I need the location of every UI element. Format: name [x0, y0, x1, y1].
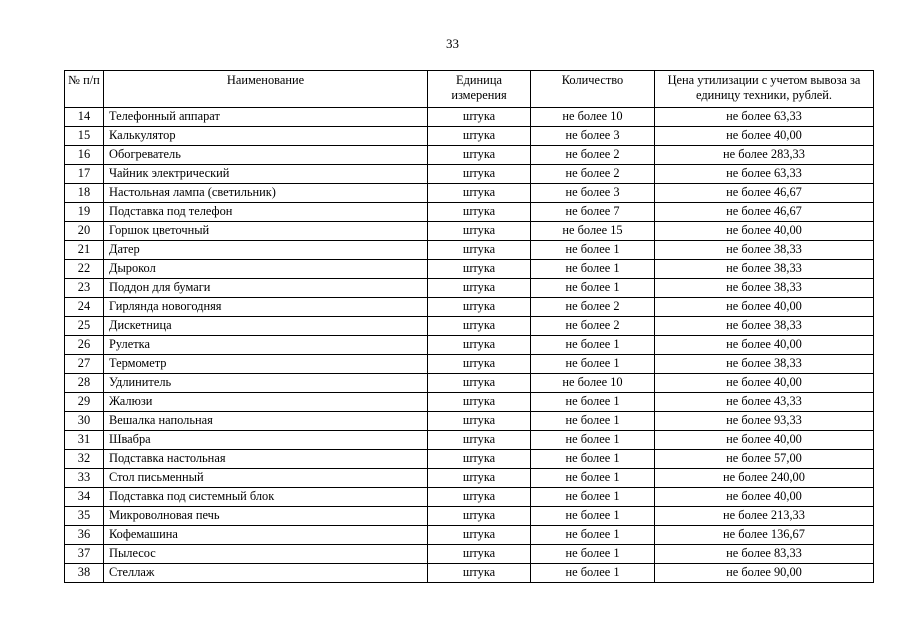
- quantity-cell: не более 1: [531, 545, 655, 564]
- row-number: 28: [65, 374, 104, 393]
- item-name: Поддон для бумаги: [104, 279, 428, 298]
- item-name: Жалюзи: [104, 393, 428, 412]
- table-row: [65, 298, 874, 317]
- unit-cell: штука: [428, 127, 531, 146]
- unit-cell: штука: [428, 260, 531, 279]
- item-name: Подставка настольная: [104, 450, 428, 469]
- unit-cell: штука: [428, 374, 531, 393]
- price-cell: не более 38,33: [655, 355, 874, 374]
- unit-cell: штука: [428, 184, 531, 203]
- table-header: [65, 71, 874, 108]
- row-number: 15: [65, 127, 104, 146]
- table-row: [65, 412, 874, 431]
- row-number: 17: [65, 165, 104, 184]
- table-row: [65, 241, 874, 260]
- row-number: 22: [65, 260, 104, 279]
- row-number: 19: [65, 203, 104, 222]
- table-row: [65, 317, 874, 336]
- header-number: № п/п: [65, 71, 104, 108]
- quantity-cell: не более 1: [531, 431, 655, 450]
- quantity-cell: не более 1: [531, 488, 655, 507]
- item-name: Рулетка: [104, 336, 428, 355]
- price-cell: не более 90,00: [655, 564, 874, 583]
- price-cell: не более 40,00: [655, 488, 874, 507]
- price-cell: не более 213,33: [655, 507, 874, 526]
- header-price: Цена утилизации с учетом вывоза за единицу техники, рублей.: [655, 71, 874, 108]
- unit-cell: штука: [428, 241, 531, 260]
- row-number: 36: [65, 526, 104, 545]
- row-number: 35: [65, 507, 104, 526]
- price-cell: не более 43,33: [655, 393, 874, 412]
- unit-cell: штука: [428, 431, 531, 450]
- row-number: 30: [65, 412, 104, 431]
- unit-cell: штука: [428, 393, 531, 412]
- item-name: Микроволновая печь: [104, 507, 428, 526]
- table-row: [65, 488, 874, 507]
- quantity-cell: не более 1: [531, 260, 655, 279]
- price-cell: не более 38,33: [655, 279, 874, 298]
- item-name: Настольная лампа (светильник): [104, 184, 428, 203]
- unit-cell: штука: [428, 488, 531, 507]
- table-row: [65, 526, 874, 545]
- quantity-cell: не более 2: [531, 165, 655, 184]
- item-name: Датер: [104, 241, 428, 260]
- quantity-cell: не более 1: [531, 241, 655, 260]
- unit-cell: штука: [428, 108, 531, 127]
- quantity-cell: не более 1: [531, 279, 655, 298]
- quantity-cell: не более 2: [531, 298, 655, 317]
- table-row: [65, 203, 874, 222]
- price-cell: не более 40,00: [655, 127, 874, 146]
- item-name: Стол письменный: [104, 469, 428, 488]
- quantity-cell: не более 1: [531, 564, 655, 583]
- item-name: Гирлянда новогодняя: [104, 298, 428, 317]
- disposal-price-table: [64, 70, 874, 583]
- row-number: 33: [65, 469, 104, 488]
- price-cell: не более 240,00: [655, 469, 874, 488]
- row-number: 29: [65, 393, 104, 412]
- row-number: 21: [65, 241, 104, 260]
- unit-cell: штука: [428, 336, 531, 355]
- unit-cell: штука: [428, 203, 531, 222]
- row-number: 23: [65, 279, 104, 298]
- price-cell: не более 57,00: [655, 450, 874, 469]
- row-number: 24: [65, 298, 104, 317]
- item-name: Чайник электрический: [104, 165, 428, 184]
- row-number: 18: [65, 184, 104, 203]
- table-row: [65, 469, 874, 488]
- unit-cell: штука: [428, 298, 531, 317]
- quantity-cell: не более 1: [531, 469, 655, 488]
- price-cell: не более 136,67: [655, 526, 874, 545]
- item-name: Кофемашина: [104, 526, 428, 545]
- header-row: [65, 71, 874, 108]
- table-row: [65, 260, 874, 279]
- table-row: [65, 545, 874, 564]
- item-name: Стеллаж: [104, 564, 428, 583]
- row-number: 14: [65, 108, 104, 127]
- unit-cell: штука: [428, 317, 531, 336]
- table-row: [65, 336, 874, 355]
- item-name: Подставка под системный блок: [104, 488, 428, 507]
- row-number: 26: [65, 336, 104, 355]
- unit-cell: штука: [428, 146, 531, 165]
- page-number: 33: [446, 36, 459, 51]
- price-cell: не более 38,33: [655, 260, 874, 279]
- quantity-cell: не более 10: [531, 108, 655, 127]
- unit-cell: штука: [428, 450, 531, 469]
- table-row: [65, 431, 874, 450]
- table-row: [65, 108, 874, 127]
- quantity-cell: не более 1: [531, 393, 655, 412]
- unit-cell: штука: [428, 469, 531, 488]
- price-cell: не более 63,33: [655, 108, 874, 127]
- quantity-cell: не более 3: [531, 184, 655, 203]
- item-name: Термометр: [104, 355, 428, 374]
- quantity-cell: не более 1: [531, 336, 655, 355]
- item-name: Телефонный аппарат: [104, 108, 428, 127]
- unit-cell: штука: [428, 526, 531, 545]
- quantity-cell: не более 10: [531, 374, 655, 393]
- unit-cell: штука: [428, 222, 531, 241]
- header-name: Наименование: [104, 71, 428, 108]
- row-number: 38: [65, 564, 104, 583]
- item-name: Швабра: [104, 431, 428, 450]
- price-cell: не более 40,00: [655, 298, 874, 317]
- item-name: Калькулятор: [104, 127, 428, 146]
- unit-cell: штука: [428, 165, 531, 184]
- item-name: Удлинитель: [104, 374, 428, 393]
- price-cell: не более 40,00: [655, 374, 874, 393]
- table-row: [65, 146, 874, 165]
- price-cell: не более 63,33: [655, 165, 874, 184]
- table-row: [65, 355, 874, 374]
- item-name: Дырокол: [104, 260, 428, 279]
- price-cell: не более 83,33: [655, 545, 874, 564]
- header-unit: Единица измерения: [428, 71, 531, 108]
- quantity-cell: не более 3: [531, 127, 655, 146]
- unit-cell: штука: [428, 545, 531, 564]
- table-row: [65, 374, 874, 393]
- row-number: 37: [65, 545, 104, 564]
- price-cell: не более 93,33: [655, 412, 874, 431]
- unit-cell: штука: [428, 412, 531, 431]
- quantity-cell: не более 1: [531, 412, 655, 431]
- price-cell: не более 46,67: [655, 203, 874, 222]
- row-number: 27: [65, 355, 104, 374]
- item-name: Пылесос: [104, 545, 428, 564]
- header-quantity: Количество: [531, 71, 655, 108]
- table-row: [65, 279, 874, 298]
- table-body: [65, 108, 874, 583]
- row-number: 16: [65, 146, 104, 165]
- row-number: 31: [65, 431, 104, 450]
- item-name: Дискетница: [104, 317, 428, 336]
- quantity-cell: не более 15: [531, 222, 655, 241]
- item-name: Обогреватель: [104, 146, 428, 165]
- price-cell: не более 46,67: [655, 184, 874, 203]
- price-cell: не более 283,33: [655, 146, 874, 165]
- table-row: [65, 393, 874, 412]
- quantity-cell: не более 2: [531, 146, 655, 165]
- quantity-cell: не более 2: [531, 317, 655, 336]
- table-row: [65, 184, 874, 203]
- price-cell: не более 40,00: [655, 336, 874, 355]
- row-number: 20: [65, 222, 104, 241]
- item-name: Горшок цветочный: [104, 222, 428, 241]
- unit-cell: штука: [428, 279, 531, 298]
- table-row: [65, 450, 874, 469]
- unit-cell: штука: [428, 507, 531, 526]
- quantity-cell: не более 1: [531, 450, 655, 469]
- table-row: [65, 222, 874, 241]
- row-number: 25: [65, 317, 104, 336]
- item-name: Подставка под телефон: [104, 203, 428, 222]
- price-cell: не более 40,00: [655, 431, 874, 450]
- table-row: [65, 564, 874, 583]
- quantity-cell: не более 1: [531, 355, 655, 374]
- item-name: Вешалка напольная: [104, 412, 428, 431]
- price-cell: не более 38,33: [655, 241, 874, 260]
- table-row: [65, 165, 874, 184]
- quantity-cell: не более 7: [531, 203, 655, 222]
- quantity-cell: не более 1: [531, 526, 655, 545]
- table-row: [65, 507, 874, 526]
- row-number: 32: [65, 450, 104, 469]
- row-number: 34: [65, 488, 104, 507]
- quantity-cell: не более 1: [531, 507, 655, 526]
- price-cell: не более 40,00: [655, 222, 874, 241]
- table-row: [65, 127, 874, 146]
- unit-cell: штука: [428, 564, 531, 583]
- unit-cell: штука: [428, 355, 531, 374]
- price-cell: не более 38,33: [655, 317, 874, 336]
